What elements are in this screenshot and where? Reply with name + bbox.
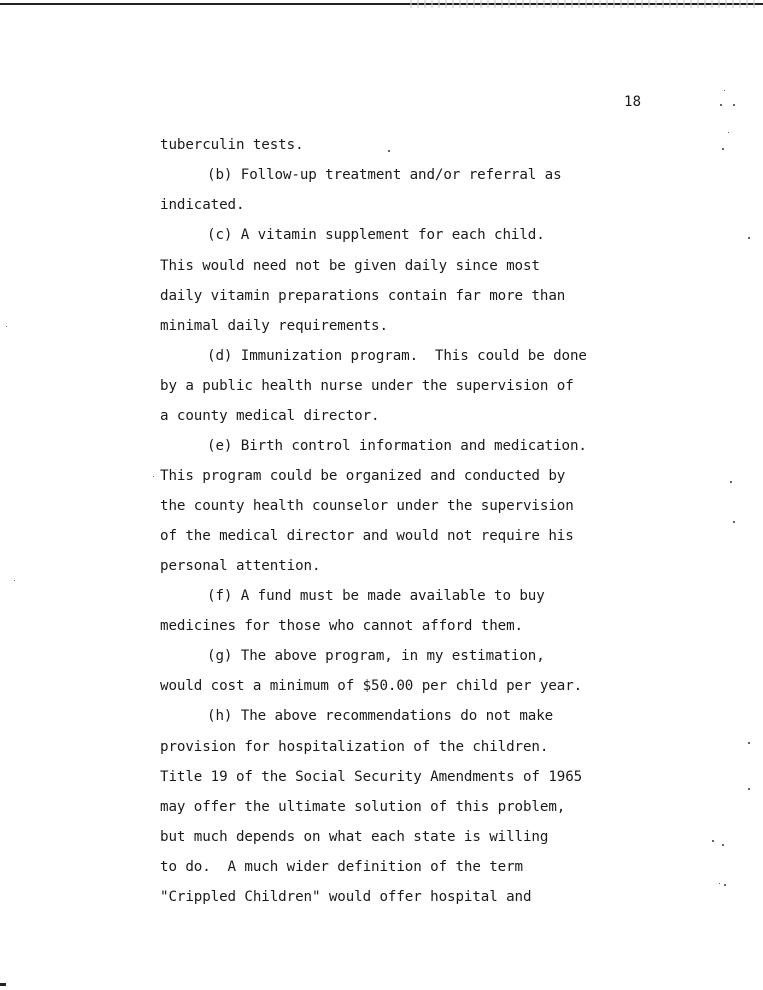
scan-speck xyxy=(748,788,750,790)
scan-speck xyxy=(733,104,735,106)
scan-speck xyxy=(724,884,726,886)
text-line: a county medical director. xyxy=(160,408,380,424)
text-line: the county health counselor under the supervision xyxy=(160,498,574,514)
scan-speck xyxy=(748,742,750,744)
text-line: (d) Immunization program. This could be done xyxy=(207,348,587,364)
scan-speck xyxy=(733,521,735,523)
scan-speck xyxy=(14,580,15,581)
bottom-edge-mark xyxy=(0,983,6,986)
text-line: by a public health nurse under the supervision of xyxy=(160,378,574,394)
text-line: but much depends on what each state is willing xyxy=(160,829,549,845)
text-line: to do. A much wider definition of the term xyxy=(160,859,523,875)
text-line: of the medical director and would not require his xyxy=(160,528,574,544)
text-line: medicines for those who cannot afford them. xyxy=(160,618,523,634)
scan-speck xyxy=(730,481,732,483)
scan-speck xyxy=(388,150,390,152)
text-line: (f) A fund must be made available to buy xyxy=(207,588,545,604)
text-line: (b) Follow-up treatment and/or referral as xyxy=(207,167,562,183)
scan-speck xyxy=(748,237,750,239)
text-line: (h) The above recommendations do not make xyxy=(207,708,554,724)
text-line: (e) Birth control information and medication. xyxy=(207,438,587,454)
text-line: (g) The above program, in my estimation, xyxy=(207,648,545,664)
text-line: daily vitamin preparations contain far more than xyxy=(160,288,566,304)
text-line: indicated. xyxy=(160,197,245,213)
text-line: This program could be organized and conducted by xyxy=(160,468,566,484)
text-line: tuberculin tests. xyxy=(160,137,304,153)
scan-speck xyxy=(722,844,724,846)
text-line: (c) A vitamin supplement for each child. xyxy=(207,227,545,243)
text-line: provision for hospitalization of the children. xyxy=(160,739,549,755)
page-number: 18 xyxy=(624,94,642,110)
scan-noise xyxy=(410,0,760,8)
text-line: This would need not be given daily since most xyxy=(160,258,540,274)
scan-speck xyxy=(722,148,724,150)
scan-speck xyxy=(728,132,729,133)
scan-speck xyxy=(153,476,154,477)
text-line: Title 19 of the Social Security Amendments of 1965 xyxy=(160,769,583,785)
text-line: "Crippled Children" would offer hospital and xyxy=(160,889,532,905)
scan-speck xyxy=(724,90,725,91)
text-line: would cost a minimum of $50.00 per child per year. xyxy=(160,678,583,694)
scan-speck xyxy=(720,104,722,106)
text-line: minimal daily requirements. xyxy=(160,318,388,334)
scan-speck xyxy=(6,326,7,327)
text-line: personal attention. xyxy=(160,558,321,574)
scan-speck xyxy=(719,883,720,884)
text-line: may offer the ultimate solution of this problem, xyxy=(160,799,566,815)
scan-speck xyxy=(712,840,714,842)
